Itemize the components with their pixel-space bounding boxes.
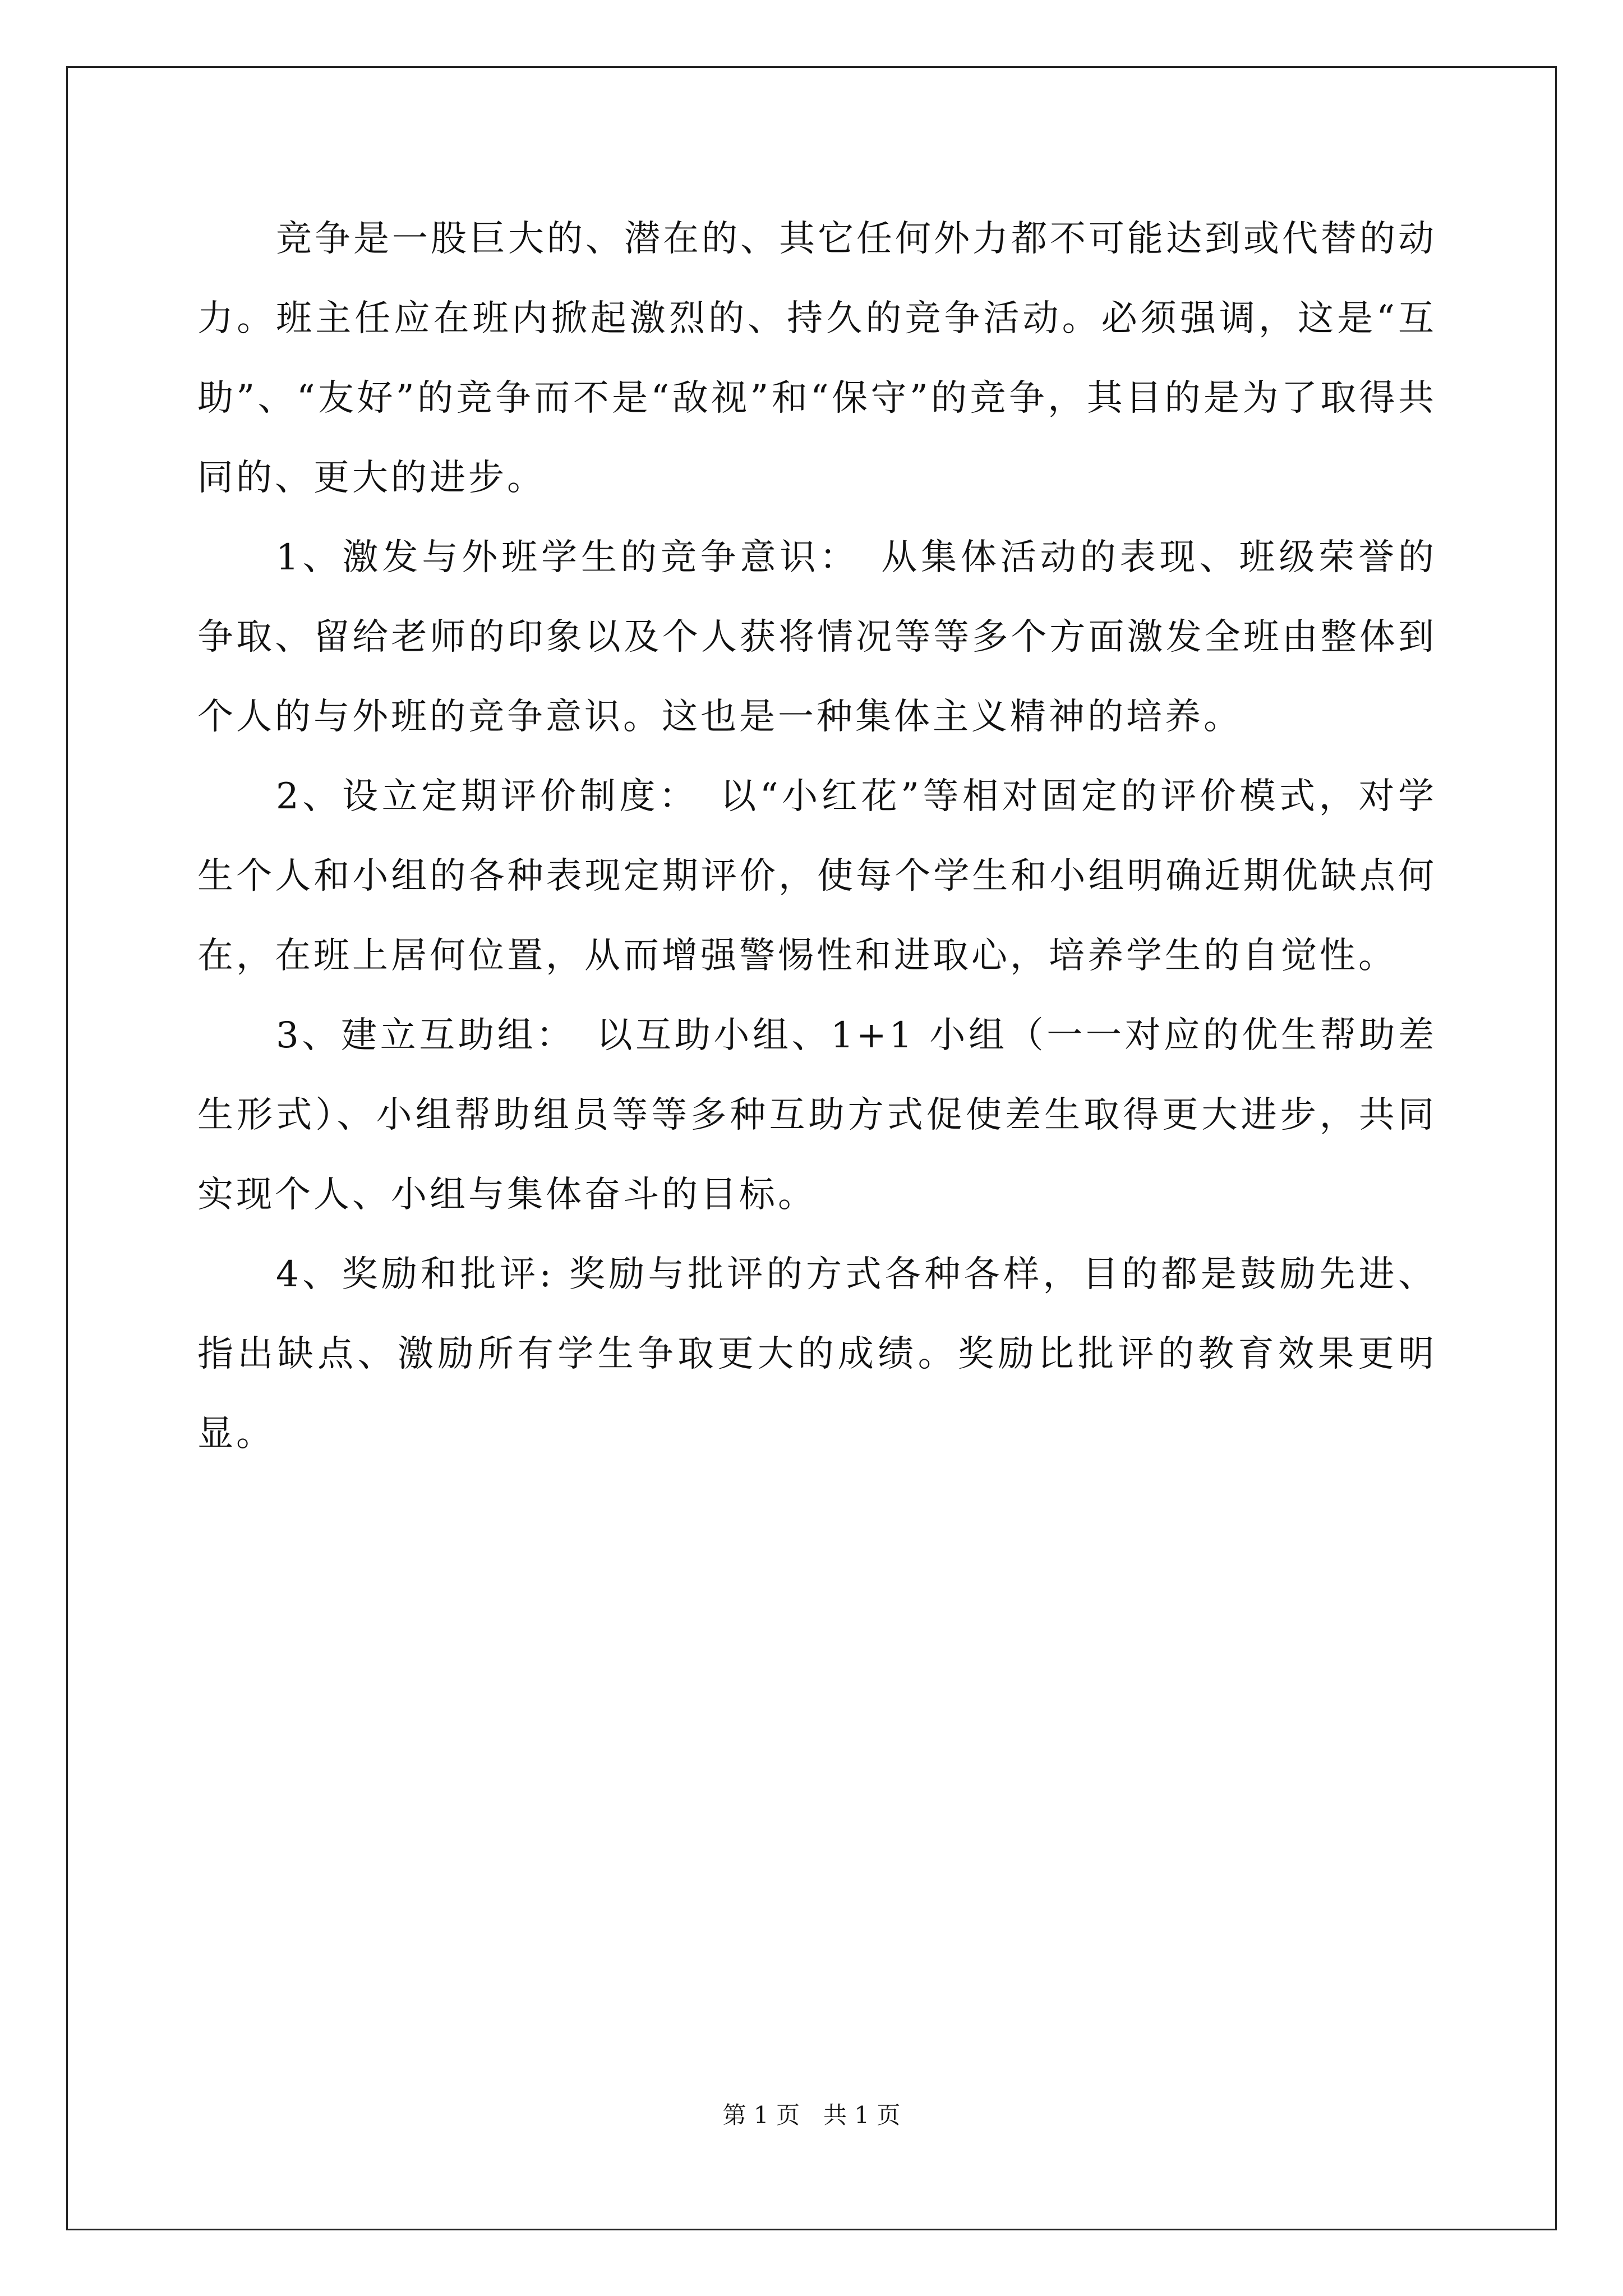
paragraph-intro: 竞争是一股巨大的、潜在的、其它任何外力都不可能达到或代替的动力。班主任应在班内掀起激烈的、持久的竞争活动。必须强调，这是“互助”、“友好”的竞争而不是“敌视”和“保守”的竞争，其目的是为了取得共同的、更大的进步。 bbox=[197, 218, 1437, 499]
document-body bbox=[197, 199, 1437, 1474]
paragraph-item-2: 2、设立定期评价制度： 以“小红花”等相对固定的评价模式，对学生个人和小组的各种表现定期评价，使每个学生和小组明确近期优缺点何在，在班上居何位置，从而增强警惕性和进取心，培养学生的自觉性。 bbox=[197, 776, 1437, 977]
page-number: 第 1 页 共 1 页 bbox=[722, 2101, 901, 2129]
paragraph-item-4: 4、奖励和批评: 奖励与批评的方式各种各样，目的都是鼓励先进、指出缺点、激励所有学生争取更大的成绩。奖励比批评的教育效果更明显。 bbox=[197, 1254, 1437, 1455]
paragraph-item-1: 1、激发与外班学生的竞争意识： 从集体活动的表现、班级荣誉的争取、留给老师的印象以及个人获将情况等等多个方面激发全班由整体到个人的与外班的竞争意识。这也是一种集体主义精神的培养。 bbox=[197, 537, 1437, 738]
paragraph-item-3: 3、建立互助组： 以互助小组、1+1 小组（一一对应的优生帮助差生形式）、小组帮助组员等等多种互助方式促使差生取得更大进步，共同实现个人、小组与集体奋斗的目标。 bbox=[197, 1015, 1437, 1216]
